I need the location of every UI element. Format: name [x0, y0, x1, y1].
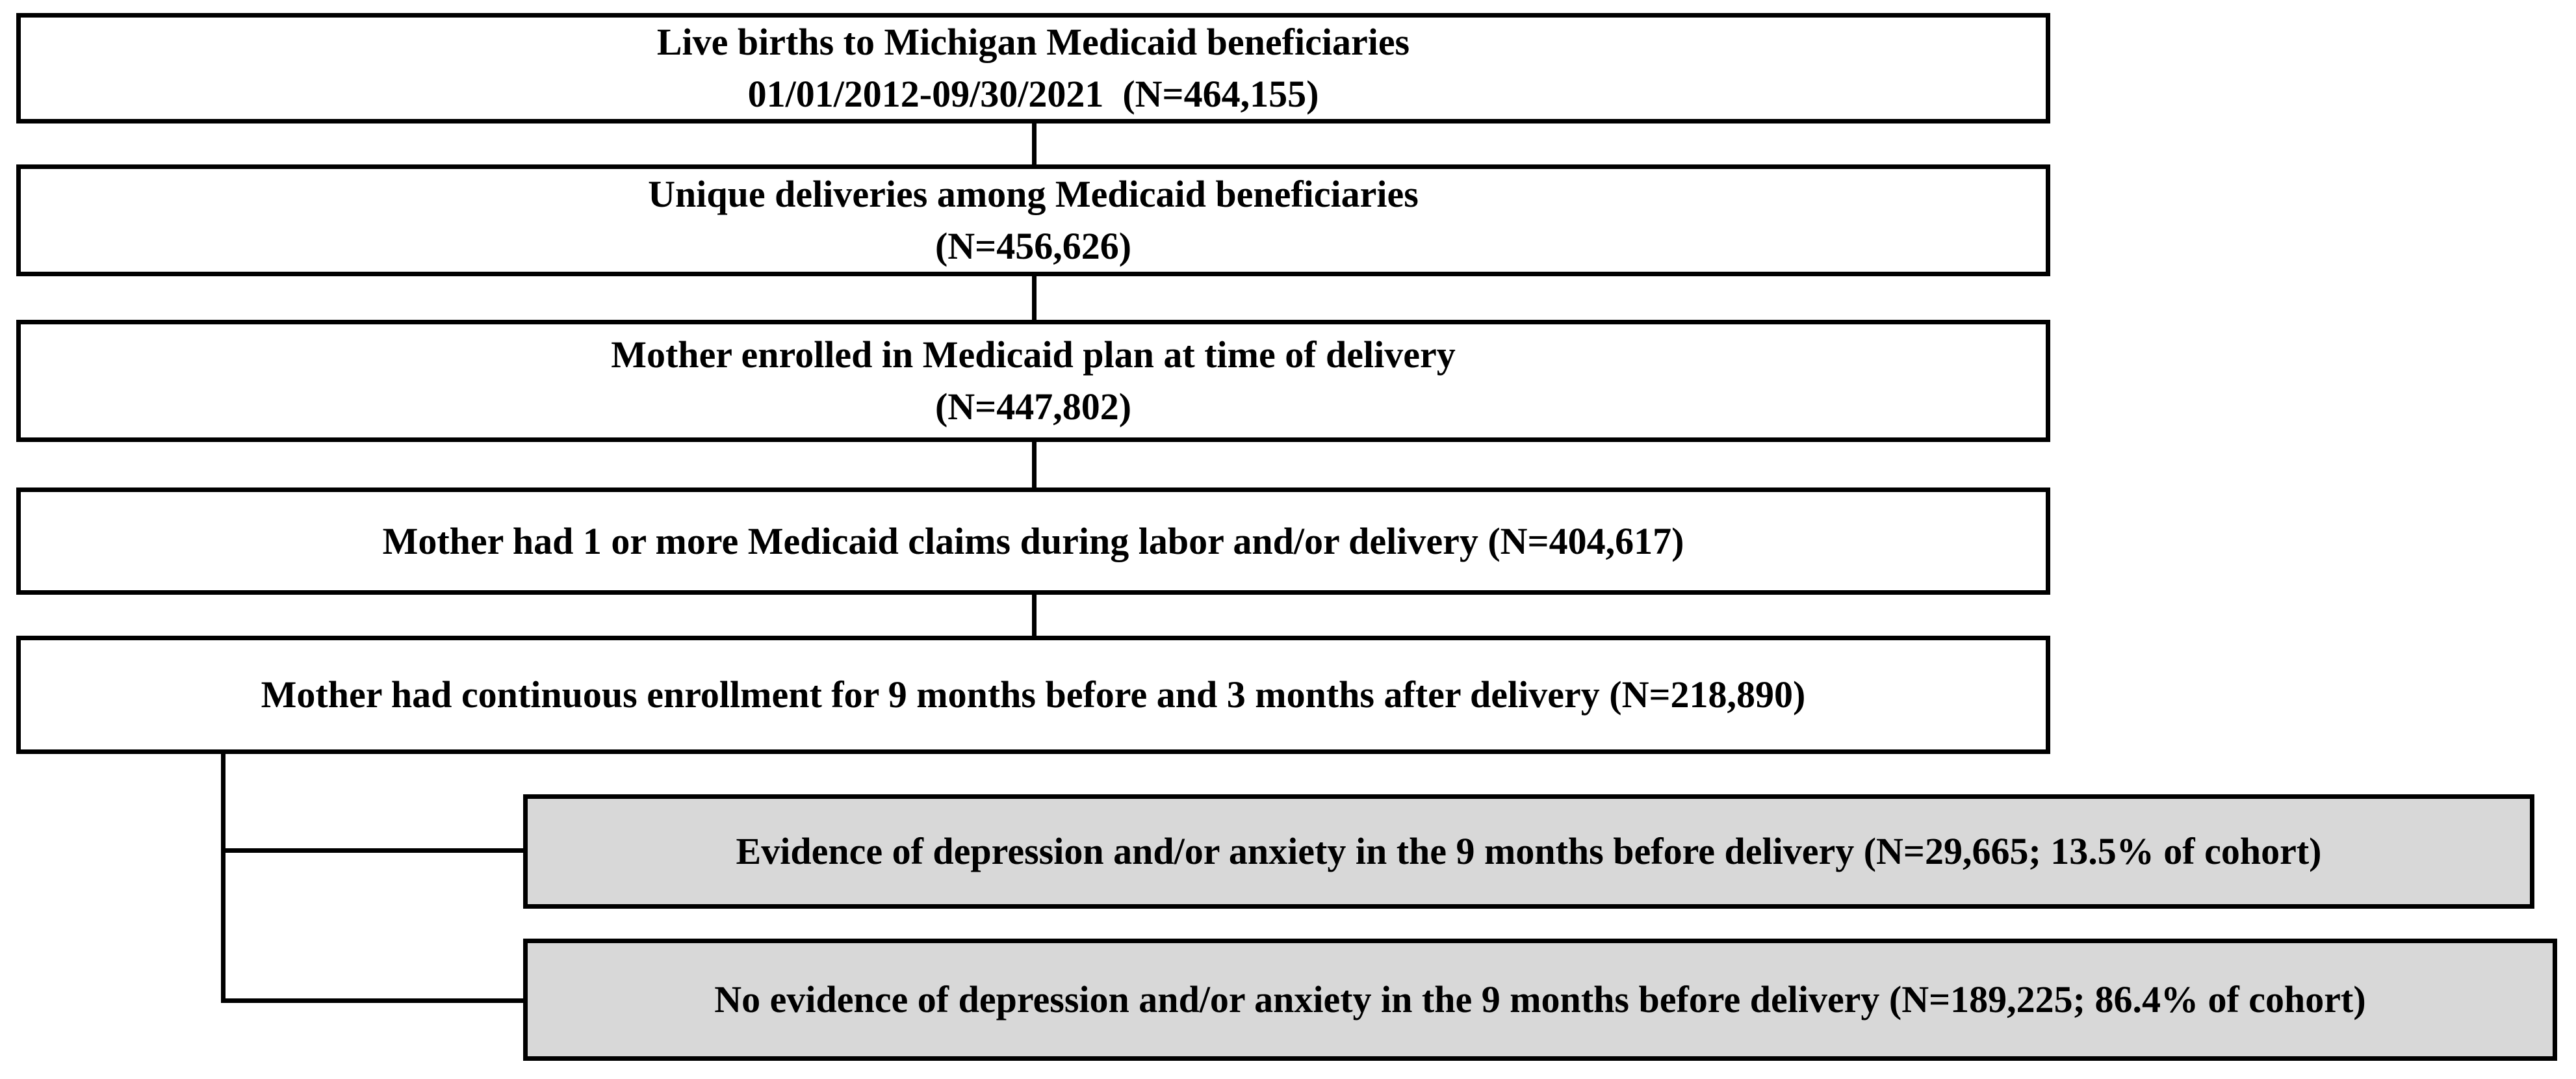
flow-box-claims-labor-delivery-line1: Mother had 1 or more Medicaid claims during labor and/or delivery (N=404,617) — [382, 519, 1684, 562]
flow-box-live-births-line1: Live births to Michigan Medicaid beneficiaries — [656, 21, 1410, 63]
flow-box-enrolled-at-delivery-line1: Mother enrolled in Medicaid plan at time of delivery — [611, 333, 1456, 376]
flow-box-live-births-line2: 01/01/2012-09/30/2021 (N=464,155) — [747, 73, 1319, 115]
flow-box-claims-labor-delivery — [16, 488, 2050, 595]
branch-box-depression-anxiety — [523, 794, 2534, 909]
branch-arm-top — [221, 848, 526, 853]
flow-box-live-births — [16, 13, 2050, 124]
flow-box-continuous-enrollment — [16, 636, 2050, 754]
branch-arm-bottom — [221, 998, 526, 1003]
branch-box-depression-anxiety-label: Evidence of depression and/or anxiety in the 9 months before delivery (N=29,665; 13.5% of cohort) — [736, 830, 2322, 872]
flow-box-enrolled-at-delivery — [16, 320, 2050, 442]
connector-line-2-3 — [1032, 273, 1037, 320]
flow-box-unique-deliveries-line2: (N=456,626) — [934, 225, 1132, 267]
branch-box-no-depression-anxiety-label: No evidence of depression and/or anxiety in the 9 months before delivery (N=189,225; 86.4% of cohort) — [714, 978, 2366, 1020]
flow-box-unique-deliveries — [16, 164, 2050, 276]
flow-box-continuous-enrollment-line1: Mother had continuous enrollment for 9 months before and 3 months after delivery (N=218,890) — [261, 673, 1806, 716]
branch-box-no-depression-anxiety — [523, 939, 2557, 1061]
branch-stem-line — [221, 751, 225, 1003]
connector-line-4-5 — [1032, 592, 1037, 639]
flow-box-enrolled-at-delivery-line2: (N=447,802) — [934, 385, 1132, 428]
connector-line-3-4 — [1032, 439, 1037, 488]
connector-line-1-2 — [1032, 120, 1037, 167]
flow-box-unique-deliveries-line1: Unique deliveries among Medicaid beneficiaries — [648, 173, 1419, 215]
